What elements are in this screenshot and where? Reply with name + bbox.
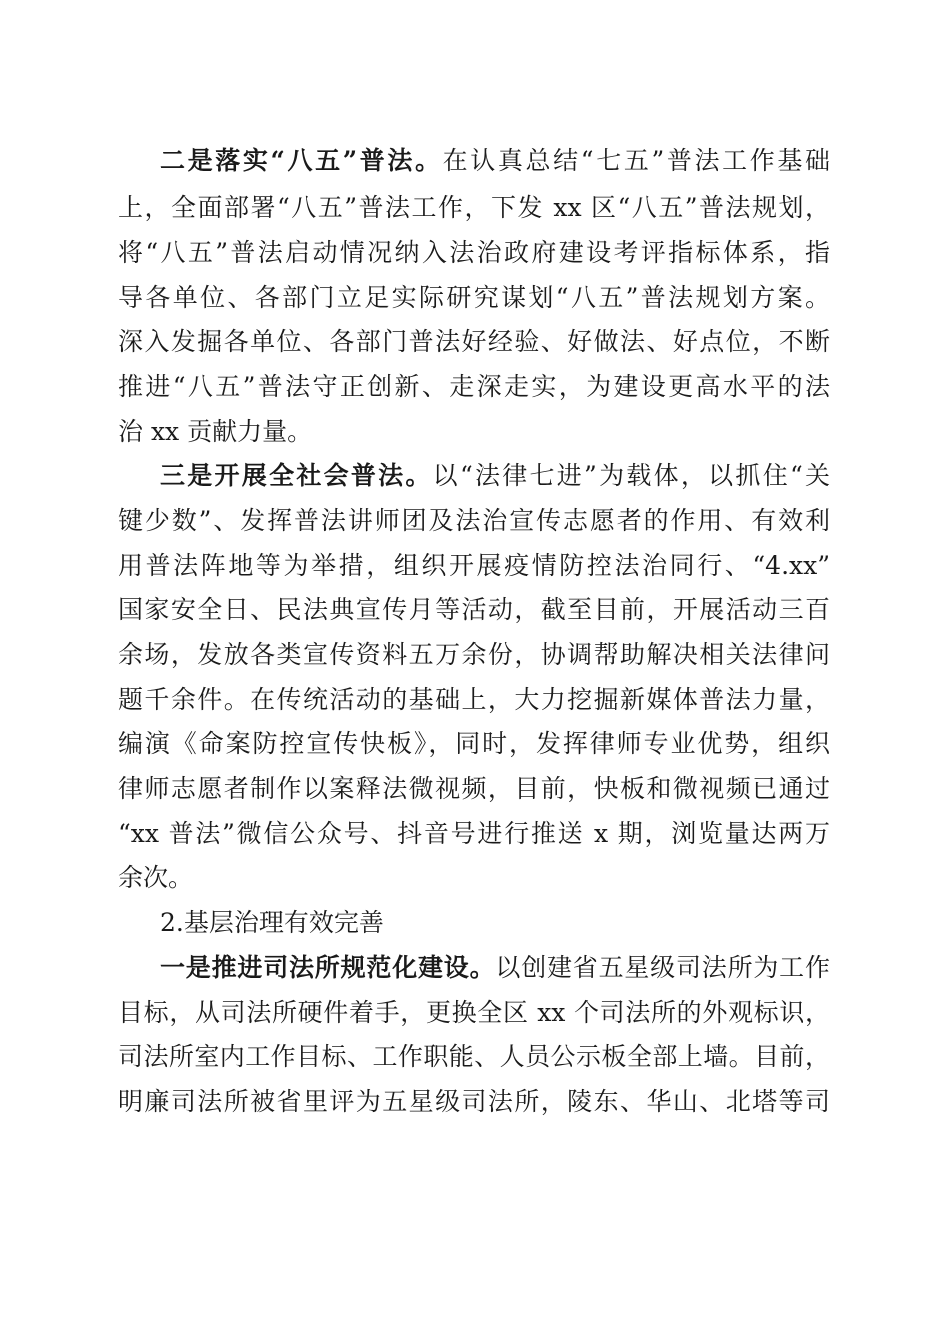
para-a-line-5: 深入发掘各单位、各部门普法好经验、好做法、好点位，不断 [118, 327, 830, 356]
para-b-line-10: 余次。 [118, 863, 194, 892]
para-c-line-4: 明廉司法所被省里评为五星级司法所，陵东、华山、北塔等司 [118, 1087, 830, 1116]
para-b-line-3: 用普法阵地等为举措，组织开展疫情防控法治同行、“4.xx” [118, 551, 830, 580]
para-c-line-1 [160, 953, 830, 983]
para-b-line-1 [160, 461, 830, 491]
para-b-lead: 三是开展全社会普法。 [160, 461, 433, 490]
para-a-line-4: 导各单位、各部门立足实际研究谋划“八五”普法规划方案。 [118, 283, 830, 312]
para-c-text: 以创建省五星级司法所为工作 [495, 953, 830, 982]
para-a-line-3: 将“八五”普法启动情况纳入法治政府建设考评指标体系，指 [118, 238, 830, 267]
para-a-lead: 二是落实“八五”普法。 [160, 146, 443, 175]
para-b-line-8: 律师志愿者制作以案释法微视频，目前，快板和微视频已通过 [118, 774, 830, 803]
para-a-line-7: 治 xx 贡献力量。 [118, 417, 313, 446]
para-c-line-2: 目标，从司法所硬件着手，更换全区 xx 个司法所的外观标识， [118, 998, 830, 1027]
para-c-lead: 一是推进司法所规范化建设。 [160, 953, 496, 982]
para-b-line-5: 余场，发放各类宣传资料五万余份，协调帮助解决相关法律问 [118, 640, 830, 669]
para-b-line-9: “xx 普法”微信公众号、抖音号进行推送 x 期，浏览量达两万 [118, 819, 830, 848]
para-b-line-6: 题千余件。在传统活动的基础上，大力挖掘新媒体普法力量， [118, 685, 830, 714]
para-b-text: 以“法律七进”为载体，以抓住“关 [432, 461, 830, 490]
para-a-line-2: 上，全面部署“八五”普法工作，下发 xx 区“八五”普法规划， [118, 193, 830, 222]
para-a-line-1 [160, 146, 830, 176]
para-c-line-3: 司法所室内工作目标、工作职能、人员公示板全部上墙。目前， [118, 1042, 830, 1071]
para-b-line-2: 键少数”、发挥普法讲师团及法治宣传志愿者的作用、有效利 [118, 506, 830, 535]
para-a-text: 在认真总结“七五”普法工作基础 [442, 146, 830, 175]
para-b-line-7: 编演《命案防控宣传快板》，同时，发挥律师专业优势，组织 [118, 729, 830, 758]
section-heading: 2.基层治理有效完善 [160, 908, 384, 937]
para-a-line-6: 推进“八五”普法守正创新、走深走实，为建设更高水平的法 [118, 372, 830, 401]
para-b-line-4: 国家安全日、民法典宣传月等活动，截至目前，开展活动三百 [118, 595, 830, 624]
